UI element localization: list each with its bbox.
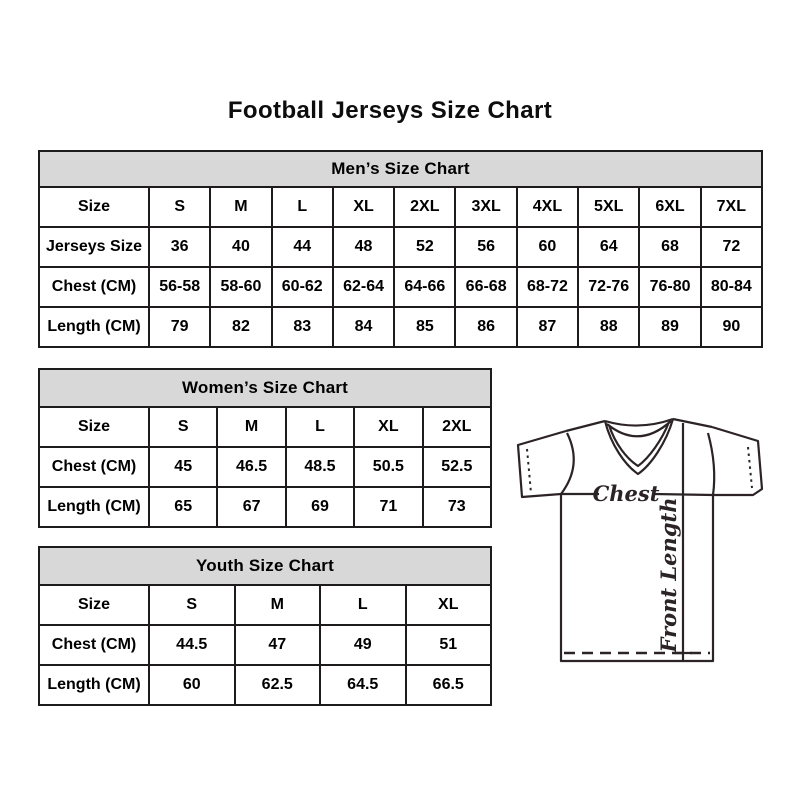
value-cell: 72 <box>701 227 762 267</box>
mens-table <box>38 150 763 348</box>
row-label-cell: Size <box>39 187 149 227</box>
value-cell: 65 <box>149 487 217 527</box>
value-cell: 64 <box>578 227 639 267</box>
value-cell: 66-68 <box>455 267 516 307</box>
value-cell: 71 <box>354 487 422 527</box>
table-row <box>39 187 762 227</box>
mens-size-table <box>38 150 763 348</box>
value-cell: 48 <box>333 227 394 267</box>
table-row <box>39 665 491 705</box>
value-cell: 64-66 <box>394 267 455 307</box>
value-cell: 3XL <box>455 187 516 227</box>
row-label-cell: Chest (CM) <box>39 267 149 307</box>
table-title-row <box>39 151 762 187</box>
row-label-cell: Chest (CM) <box>39 447 149 487</box>
womens-table <box>38 368 492 528</box>
row-label-cell: Length (CM) <box>39 665 149 705</box>
mens-table-title: Men’s Size Chart <box>39 151 762 187</box>
jersey-right-armhole-seam <box>708 433 714 495</box>
youth-table-title: Youth Size Chart <box>39 547 491 585</box>
value-cell: 62.5 <box>235 665 321 705</box>
value-cell: 69 <box>286 487 354 527</box>
value-cell: 45 <box>149 447 217 487</box>
womens-table-title: Women’s Size Chart <box>39 369 491 407</box>
value-cell: 76-80 <box>639 267 700 307</box>
value-cell: 79 <box>149 307 210 347</box>
value-cell: L <box>286 407 354 447</box>
value-cell: 60 <box>517 227 578 267</box>
value-cell: 44 <box>272 227 333 267</box>
value-cell: 48.5 <box>286 447 354 487</box>
value-cell: 7XL <box>701 187 762 227</box>
jersey-collar-top-arc <box>605 419 673 426</box>
value-cell: L <box>272 187 333 227</box>
value-cell: XL <box>333 187 394 227</box>
value-cell: 51 <box>406 625 492 665</box>
value-cell: L <box>320 585 406 625</box>
jersey-left-armhole-seam <box>561 433 574 494</box>
value-cell: 60-62 <box>272 267 333 307</box>
value-cell: S <box>149 585 235 625</box>
womens-size-table <box>38 368 492 528</box>
youth-table <box>38 546 492 706</box>
value-cell: 62-64 <box>333 267 394 307</box>
value-cell: 85 <box>394 307 455 347</box>
value-cell: 73 <box>423 487 491 527</box>
value-cell: 66.5 <box>406 665 492 705</box>
value-cell: 84 <box>333 307 394 347</box>
jersey-right-shoulder <box>673 419 712 427</box>
value-cell: S <box>149 407 217 447</box>
value-cell: 52.5 <box>423 447 491 487</box>
table-row <box>39 447 491 487</box>
jersey-right-sleeve <box>712 427 762 495</box>
jersey-left-shoulder <box>566 421 605 431</box>
value-cell: 86 <box>455 307 516 347</box>
value-cell: M <box>210 187 271 227</box>
value-cell: 68 <box>639 227 700 267</box>
table-title-row <box>39 547 491 585</box>
front-length-label: Front Length <box>656 497 681 653</box>
value-cell: 80-84 <box>701 267 762 307</box>
row-label-cell: Length (CM) <box>39 307 149 347</box>
value-cell: 47 <box>235 625 321 665</box>
value-cell: 87 <box>517 307 578 347</box>
row-label-cell: Length (CM) <box>39 487 149 527</box>
table-row <box>39 585 491 625</box>
value-cell: 52 <box>394 227 455 267</box>
value-cell: 56-58 <box>149 267 210 307</box>
value-cell: 56 <box>455 227 516 267</box>
value-cell: XL <box>406 585 492 625</box>
value-cell: 2XL <box>423 407 491 447</box>
youth-size-table <box>38 546 492 706</box>
value-cell: 90 <box>701 307 762 347</box>
table-row <box>39 267 762 307</box>
jersey-right-cuff-dotted-line <box>748 447 752 488</box>
value-cell: M <box>235 585 321 625</box>
value-cell: 88 <box>578 307 639 347</box>
value-cell: 68-72 <box>517 267 578 307</box>
value-cell: 46.5 <box>217 447 285 487</box>
table-row <box>39 307 762 347</box>
value-cell: 82 <box>210 307 271 347</box>
value-cell: 49 <box>320 625 406 665</box>
value-cell: 40 <box>210 227 271 267</box>
value-cell: 64.5 <box>320 665 406 705</box>
value-cell: 83 <box>272 307 333 347</box>
table-row <box>39 407 491 447</box>
table-title-row <box>39 369 491 407</box>
page-title: Football Jerseys Size Chart <box>227 97 553 124</box>
value-cell: 6XL <box>639 187 700 227</box>
value-cell: 36 <box>149 227 210 267</box>
value-cell: 44.5 <box>149 625 235 665</box>
value-cell: S <box>149 187 210 227</box>
value-cell: XL <box>354 407 422 447</box>
value-cell: 58-60 <box>210 267 271 307</box>
row-label-cell: Chest (CM) <box>39 625 149 665</box>
table-row <box>39 487 491 527</box>
value-cell: M <box>217 407 285 447</box>
value-cell: 67 <box>217 487 285 527</box>
value-cell: 5XL <box>578 187 639 227</box>
jersey-left-cuff-dotted-line <box>527 449 531 493</box>
value-cell: 60 <box>149 665 235 705</box>
row-label-cell: Size <box>39 585 149 625</box>
value-cell: 2XL <box>394 187 455 227</box>
jersey-left-sleeve <box>518 431 566 497</box>
value-cell: 89 <box>639 307 700 347</box>
jersey-measurement-diagram <box>503 403 773 668</box>
value-cell: 4XL <box>517 187 578 227</box>
chest-label: Chest <box>592 481 660 506</box>
row-label-cell: Jerseys Size <box>39 227 149 267</box>
value-cell: 50.5 <box>354 447 422 487</box>
row-label-cell: Size <box>39 407 149 447</box>
table-row <box>39 227 762 267</box>
value-cell: 72-76 <box>578 267 639 307</box>
jersey-body-outline <box>561 494 713 661</box>
table-row <box>39 625 491 665</box>
